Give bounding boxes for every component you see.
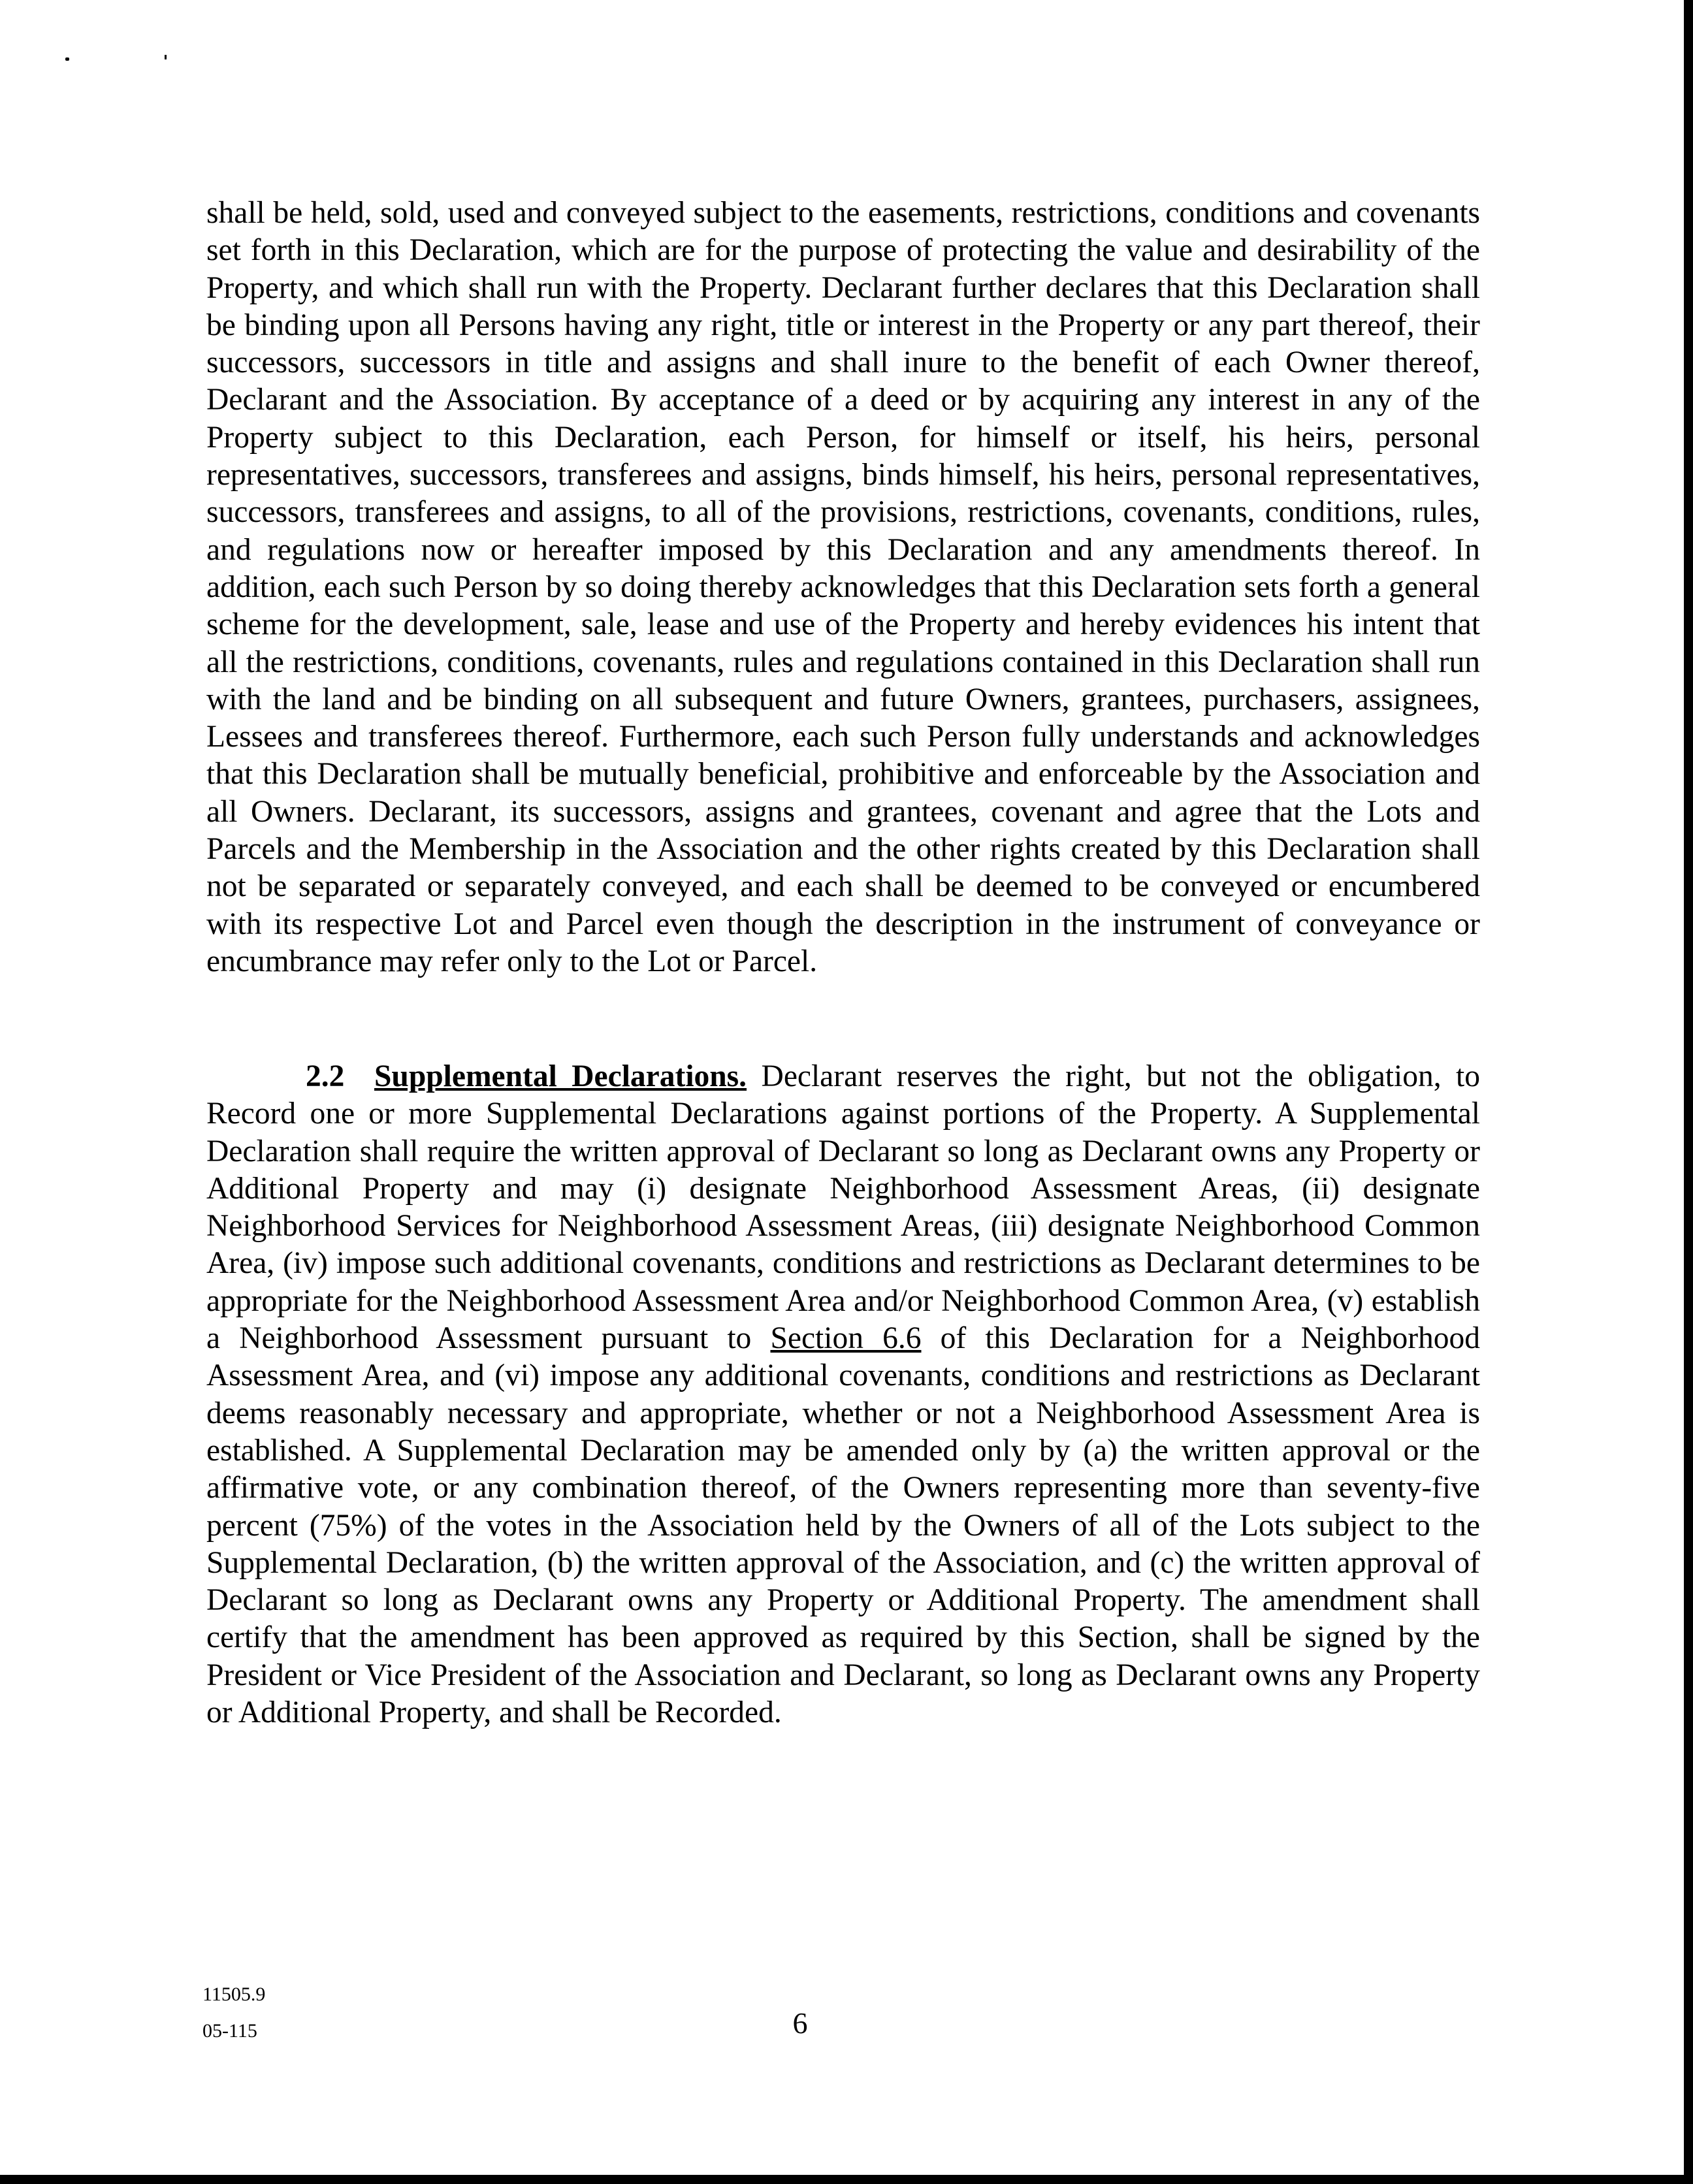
document-code: 11505.9 xyxy=(202,1983,266,2005)
scan-speck xyxy=(65,57,69,61)
document-revision-code: 05-115 xyxy=(202,2020,257,2042)
continued-paragraph: shall be held, sold, used and conveyed subject to the easements, restrictions, conditions and covenants set forth in this Declaration, which are for the purpose of protecting the value and desirability of the Property, and which shall run with the Property. Declarant further declares that this Declaration shall be binding upon all Persons having any right, title or interest in the Property or any part thereof, their successors, successors in title and assigns and shall inure to the benefit of each Owner thereof, Declarant and the Association. By acceptance of a deed or by acquiring any interest in any of the Property subject to this Declaration, each Person, for himself or itself, his heirs, personal representatives, successors, transferees and assigns, binds himself, his heirs, personal representatives, successors, transferees and assigns, to all of the provisions, restrictions, covenants, conditions, rules, and regulations now or hereafter imposed by this Declaration and any amendments thereof. In addition, each such Person by so doing thereby acknowledges that this Declaration sets forth a general scheme for the development, sale, lease and use of the Property and hereby evidences his intent that all the restrictions, conditions, covenants, rules and regulations contained in this Declaration shall run with the land and be binding on all subsequent and future Owners, grantees, purchasers, assignees, Lessees and transferees thereof. Furthermore, each such Person fully understands and acknowledges that this Declaration shall be mutually beneficial, prohibitive and enforceable by the Association and all Owners. Declarant, its successors, assigns and grantees, covenant and agree that the Lots and Parcels and the Membership in the Association and the other rights created by this Declaration shall not be separated or separately conveyed, and each shall be deemed to be conveyed or encumbered with its respective Lot and Parcel even though the description in the instrument of conveyance or encumbrance may refer only to the Lot or Parcel. xyxy=(206,196,1480,978)
page-number: 6 xyxy=(792,2006,808,2040)
section-2-2-paragraph xyxy=(206,1058,1480,1731)
section-reference-link: Section 6.6 xyxy=(770,1321,922,1356)
section-number: 2.2 xyxy=(306,1059,345,1093)
scan-border-bottom xyxy=(0,2175,1693,2184)
scan-speck xyxy=(165,55,167,59)
section-body-text-continued: of this Declaration for a Neighborhood Assessment Area, and (vi) impose any additional covenants, conditions and restrictions as Declarant deems reasonably necessary and appropriate, whether or not a Neighborhood Assessment Area is established. A Supplemental Declaration may be amended only by (a) the written approval or the affirmative vote, or any combination thereof, of the Owners representing more than seventy-five percent (75%) of the votes in the Association held by the Owners of all of the Lots subject to the Supplemental Declaration, (b) the written approval of the Association, and (c) the written approval of Declarant so long as Declarant owns any Property or Additional Property. The amendment shall certify that the amendment has been approved as required by this Section, shall be signed by the President or Vice President of the Association and Declarant, so long as Declarant owns any Property or Additional Property, and shall be Recorded. xyxy=(206,1321,1481,1730)
section-heading: Supplemental Declarations. xyxy=(374,1059,747,1093)
section-body-text: Declarant reserves the right, but not the obligation, to Record one or more Supplemental Declarations against portions of the Property. A Supplemental Declaration shall require the written approval of Declarant so long as Declarant owns any Property or Additional Property and may (i) designate Neighborhood Assessment Areas, (ii) designate Neighborhood Services for Neighborhood Assessment Areas, (iii) designate Neighborhood Common Area, (iv) impose such additional covenants, conditions and restrictions as Declarant determines to be appropriate for the Neighborhood Assessment Area and/or Neighborhood Common Area, (v) establish a Neighborhood Assessment pursuant to xyxy=(206,1059,1480,1356)
scan-border-right xyxy=(1684,0,1693,2184)
